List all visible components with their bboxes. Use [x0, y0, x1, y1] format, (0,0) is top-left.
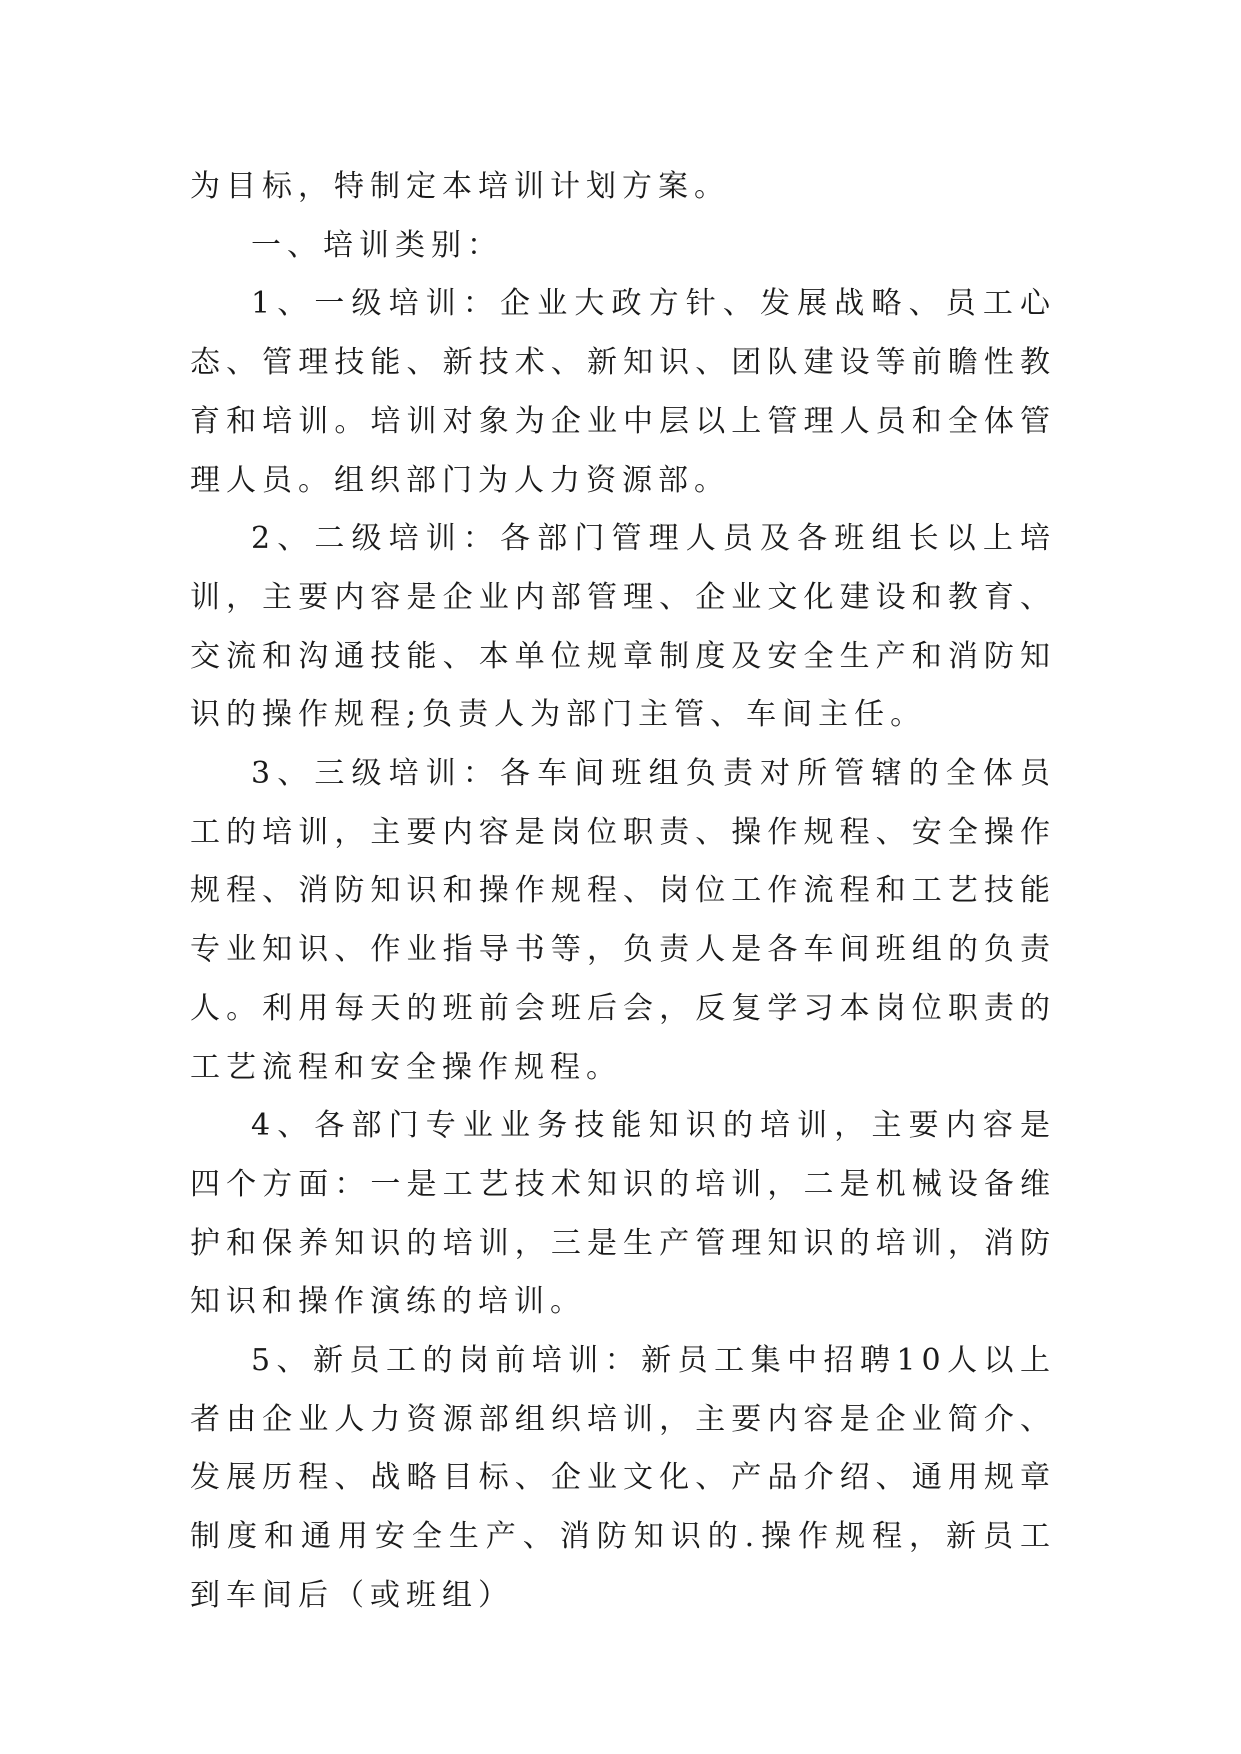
section-heading-training-categories: 一、培训类别： — [251, 227, 503, 263]
paragraph-new-employee-training: 5、新员工的岗前培训：新员工集中招聘10人以上者由企业人力资源部组织培训，主要内容是企业简介、发展历程、战略目标、企业文化、产品介绍、通用规章制度和通用安全生产、消防知识的.操作规程，新员工到车间后（或班组） — [190, 1343, 1056, 1613]
paragraph-department-skills-training: 4、各部门专业业务技能知识的培训，主要内容是四个方面：一是工艺技术知识的培训，二是机械设备维护和保养知识的培训，三是生产管理知识的培训，消防知识和操作演练的培训。 — [190, 1108, 1056, 1320]
paragraph-level-one-training: 1、一级培训：企业大政方针、发展战略、员工心态、管理技能、新技术、新知识、团队建设等前瞻性教育和培训。培训对象为企业中层以上管理人员和全体管理人员。组织部门为人力资源部。 — [190, 286, 1056, 498]
paragraph-level-two-training: 2、二级培训：各部门管理人员及各班组长以上培训，主要内容是企业内部管理、企业文化建设和教育、交流和沟通技能、本单位规章制度及安全生产和消防知识的操作规程;负责人为部门主管、车间主任。 — [190, 521, 1056, 733]
paragraph-intro-continuation: 为目标，特制定本培训计划方案。 — [190, 169, 730, 204]
document-body — [190, 158, 1056, 1626]
paragraph-level-three-training: 3、三级培训：各车间班组负责对所管辖的全体员工的培训，主要内容是岗位职责、操作规程、安全操作规程、消防知识和操作规程、岗位工作流程和工艺技能专业知识、作业指导书等，负责人是各车间班组的负责人。利用每天的班前会班后会，反复学习本岗位职责的工艺流程和安全操作规程。 — [190, 756, 1056, 1085]
